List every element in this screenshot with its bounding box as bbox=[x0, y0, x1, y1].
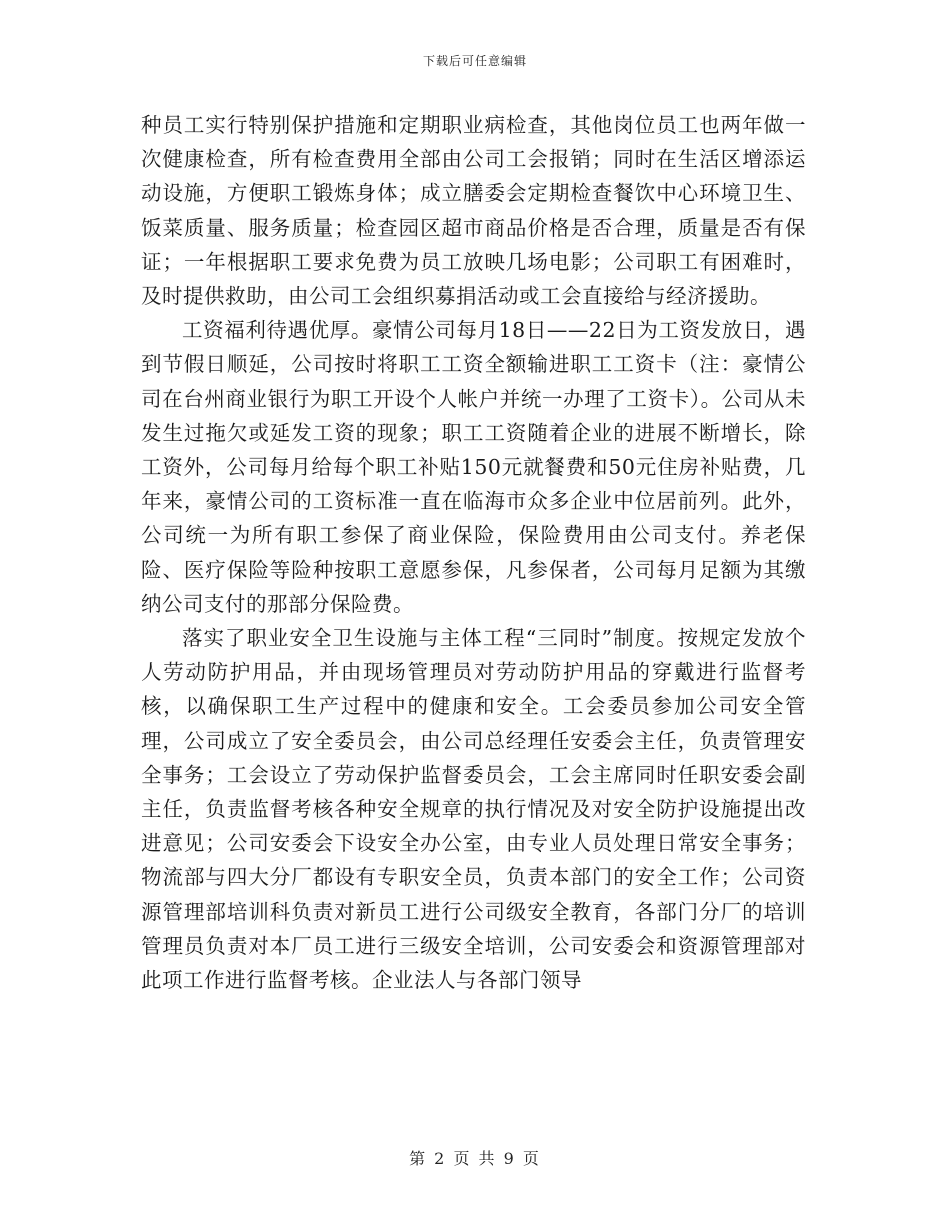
paragraph-2: 工资福利待遇优厚。豪情公司每月18日——22日为工资发放日，遇到节假日顺延，公司按时将职工工资全额输进职工工资卡（注：豪情公司在台州商业银行为职工开设个人帐户并统一办理了工资卡）。公司从未发生过拖欠或延发工资的现象；职工工资随着企业的进展不断增长，除工资外，公司每月给每个职工补贴150元就餐费和50元住房补贴费，几年来，豪情公司的工资标准一直在临海市众多企业中位居前列。此外，公司统一为所有职工参保了商业保险，保险费用由公司支付。养老保险、医疗保险等险种按职工意愿参保，凡参保者，公司每月足额为其缴纳公司支付的那部分保险费。 bbox=[141, 318, 806, 616]
page-number-footer: 第 2 页 共 9 页 bbox=[409, 1149, 541, 1168]
paragraph-1: 种员工实行特别保护措施和定期职业病检查，其他岗位员工也两年做一次健康检查，所有检查费用全部由公司工会报销；同时在生活区增添运动设施，方便职工锻炼身体；成立膳委会定期检查餐饮中心环境卫生、饭菜质量、服务质量；检查园区超市商品价格是否合理，质量是否有保证；一年根据职工要求免费为员工放映几场电影；公司职工有困难时，及时提供救助，由公司工会组织募捐活动或工会直接给与经济援助。 bbox=[141, 113, 806, 309]
page-header: 下载后可任意编辑 bbox=[422, 54, 527, 68]
paragraph-3: 落实了职业安全卫生设施与主体工程“三同时”制度。按规定发放个人劳动防护用品，并由现场管理员对劳动防护用品的穿戴进行监督考核，以确保职工生产过程中的健康和安全。工会委员参加公司安全管理，公司成立了安全委员会，由公司总经理任安委会主任，负责管理安全事务；工会设立了劳动保护监督委员会，工会主席同时任职安委会副主任，负责监督考核各种安全规章的执行情况及对安全防护设施提出改进意见；公司安委会下设安全办公室，由专业人员处理日常安全事务；物流部与四大分厂都设有专职安全员，负责本部门的安全工作；公司资源管理部培训科负责对新员工进行公司级安全教育，各部门分厂的培训管理员负责对本厂员工进行三级安全培训，公司安委会和资源管理部对此项工作进行监督考核。企业法人与各部门领导 bbox=[141, 626, 806, 993]
document-body bbox=[141, 108, 806, 997]
